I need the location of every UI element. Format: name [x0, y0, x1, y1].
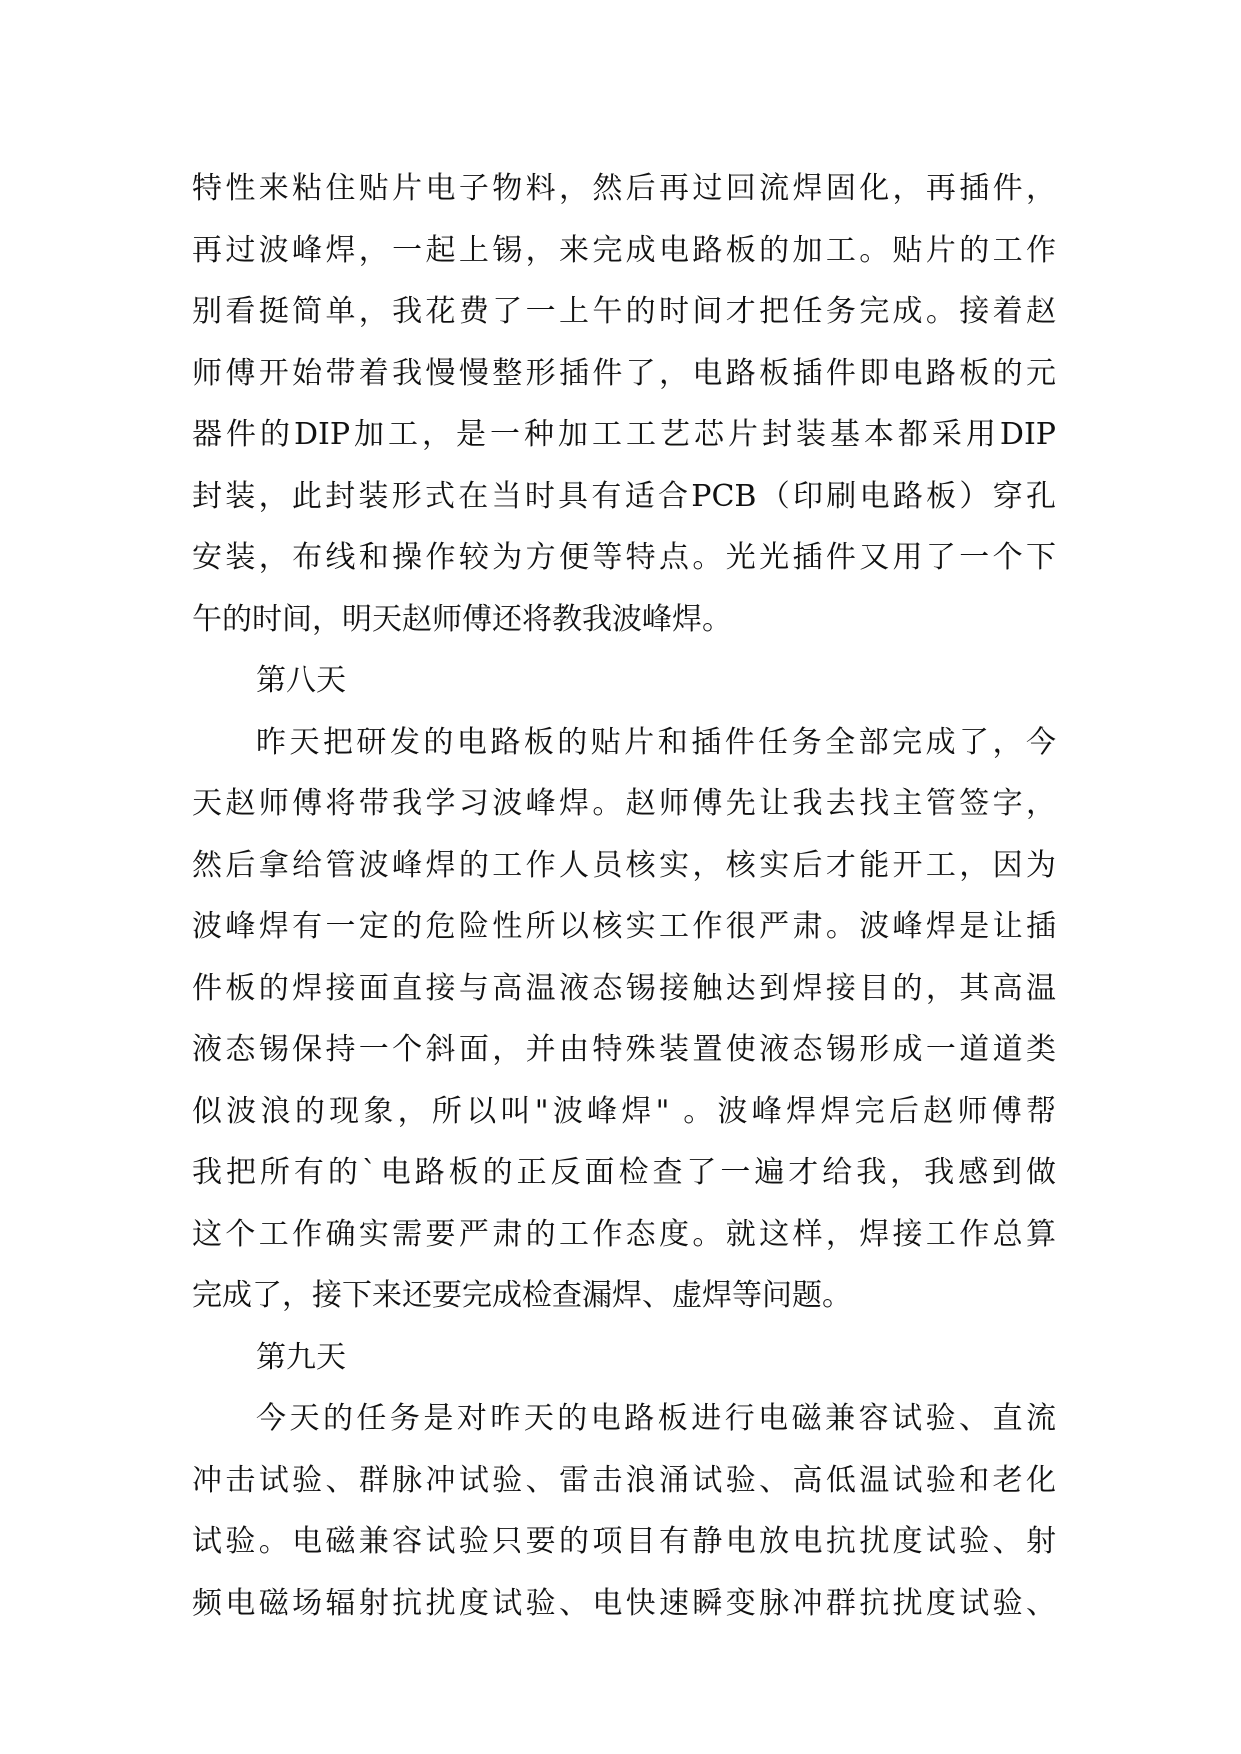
text-line: 师傅开始带着我慢慢整形插件了，电路板插件即电路板的元: [192, 355, 1056, 391]
text-line: 器件的DIP加工，是一种加工工艺芯片封装基本都采用DIP: [192, 417, 1056, 452]
text-line: 特性来粘住贴片电子物料，然后再过回流焊固化，再插件，: [192, 171, 1056, 206]
text-line: 今天的任务是对昨天的电路板进行电磁兼容试验、直流: [256, 1401, 1056, 1436]
text-line: 然后拿给管波峰焊的工作人员核实，核实后才能开工，因为: [192, 847, 1056, 883]
text-line: 波峰焊有一定的危险性所以核实工作很严肃。波峰焊是让插: [192, 909, 1056, 944]
document-body: [192, 158, 1056, 1634]
section-heading-day-9: 第九天: [256, 1339, 346, 1375]
text-line: 午的时间，明天赵师傅还将教我波峰焊。: [192, 601, 732, 637]
text-line: 安装，布线和操作较为方便等特点。光光插件又用了一个下: [192, 540, 1056, 575]
text-line: 试验。电磁兼容试验只要的项目有静电放电抗扰度试验、射: [192, 1524, 1056, 1559]
text-line: 昨天把研发的电路板的贴片和插件任务全部完成了，今: [256, 724, 1056, 760]
text-line: 频电磁场辐射抗扰度试验、电快速瞬变脉冲群抗扰度试验、: [192, 1585, 1056, 1621]
text-line: 冲击试验、群脉冲试验、雷击浪涌试验、高低温试验和老化: [192, 1462, 1056, 1498]
text-line: 这个工作确实需要严肃的工作态度。就这样，焊接工作总算: [192, 1216, 1056, 1252]
text-line: 完成了，接下来还要完成检查漏焊、虚焊等问题。: [192, 1278, 852, 1313]
text-line: 天赵师傅将带我学习波峰焊。赵师傅先让我去找主管签字，: [192, 786, 1056, 821]
text-line: 似波浪的现象，所以叫"波峰焊" 。波峰焊焊完后赵师傅帮: [192, 1093, 1056, 1129]
text-line: 件板的焊接面直接与高温液态锡接触达到焊接目的，其高温: [192, 970, 1056, 1006]
text-line: 我把所有的`电路板的正反面检查了一遍才给我，我感到做: [192, 1155, 1056, 1190]
section-heading-day-8: 第八天: [256, 663, 346, 698]
text-line: 再过波峰焊，一起上锡，来完成电路板的加工。贴片的工作: [192, 232, 1056, 268]
text-line: 液态锡保持一个斜面，并由特殊装置使液态锡形成一道道类: [192, 1032, 1056, 1067]
text-line: 别看挺简单，我花费了一上午的时间才把任务完成。接着赵: [192, 294, 1056, 329]
text-line: 封装，此封装形式在当时具有适合PCB（印刷电路板）穿孔: [192, 478, 1056, 514]
